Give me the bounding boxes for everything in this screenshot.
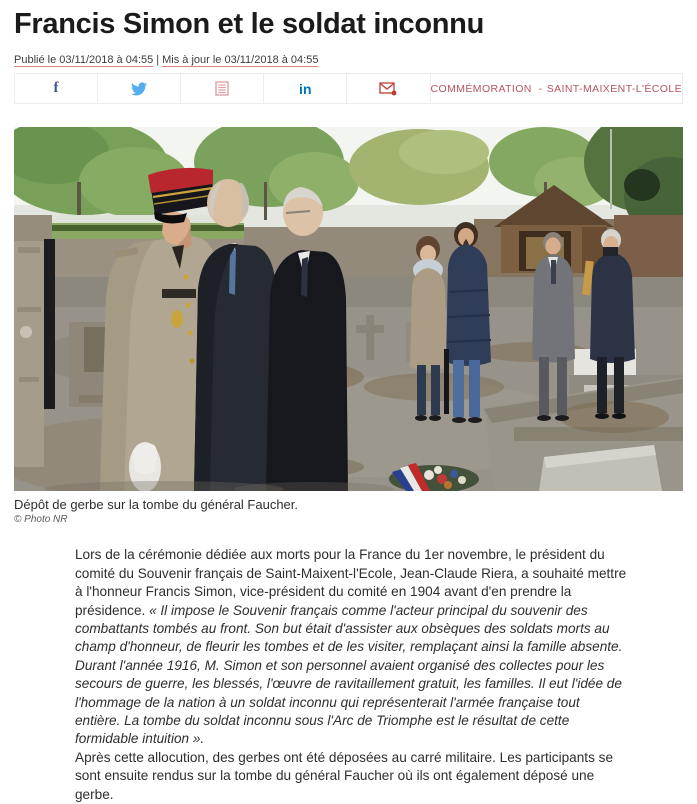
share-email-button[interactable] xyxy=(347,74,430,103)
facebook-icon: f xyxy=(53,80,59,97)
page-title: Francis Simon et le soldat inconnu xyxy=(14,8,484,40)
share-linkedin-button[interactable] xyxy=(264,74,347,103)
share-print-button[interactable] xyxy=(181,74,264,103)
paragraph-1-quote: « Il impose le Souvenir français comme l'acteur principal du souvenir des combattants tombés au front. Son but était d'assister aux obsèques des soldats morts au champ d'honneur, de fleurir les tombes et de les visiter, remplaçant ainsi la famille absente. Durant l'année 1916, M. Simon et son personnel avaient organisé des collectes pour les secours de guerre, les blessés, l'œuvre de ravitaillement gratuit, les familles. Il eut l'idée de l'hommage de la nation à un soldat inconnu qui représenterait l'armée française tout entière. La tombe du soldat inconnu sous l'Arc de Triomphe est le résultat de cette formidable intuition ». xyxy=(75,602,623,747)
share-twitter-button[interactable] xyxy=(98,74,181,103)
print-newspaper-icon xyxy=(215,81,229,96)
tag-commemoration[interactable]: COMMÉMORATION xyxy=(430,82,532,95)
share-facebook-button[interactable] xyxy=(15,74,98,103)
photo-credit: © Photo NR xyxy=(14,514,68,526)
article-meta xyxy=(14,54,683,66)
paragraph-1-normal: Lors de la cérémonie dédiée aux morts pour la France du 1er novembre, le président du comité du Souvenir français de Saint-Maixent-l'Ecole, Jean-Claude Riera, a souhaité mettre à l'honneur Francis Simon, vice-président du comité en 1904 avant d'en prendre la présidence. xyxy=(75,547,627,618)
tag-saint-maixent[interactable]: SAINT-MAIXENT-L'ÉCOLE xyxy=(546,82,682,95)
photo-caption: Dépôt de gerbe sur la tombe du général Faucher. xyxy=(14,497,299,513)
tag-separator: - xyxy=(538,82,543,95)
published-date: Publié le 03/11/2018 à 04:55 xyxy=(14,54,154,67)
article-body xyxy=(75,546,628,804)
photo-scene xyxy=(14,127,683,491)
linkedin-icon: in xyxy=(298,80,312,97)
paragraph-2: Après cette allocution, des gerbes ont été déposées au carré militaire. Les participants se sont ensuite rendus sur la tombe du général Faucher où ils ont également déposé une gerbe. xyxy=(75,749,614,802)
article-tags xyxy=(431,74,682,103)
updated-date: Mis à jour le 03/11/2018 à 04:55 xyxy=(162,54,319,67)
twitter-icon xyxy=(131,82,147,96)
share-toolbar xyxy=(14,73,683,104)
email-icon xyxy=(379,81,397,96)
meta-separator: | xyxy=(156,54,160,67)
paragraph-1 xyxy=(75,546,628,748)
article-photo xyxy=(14,127,683,491)
